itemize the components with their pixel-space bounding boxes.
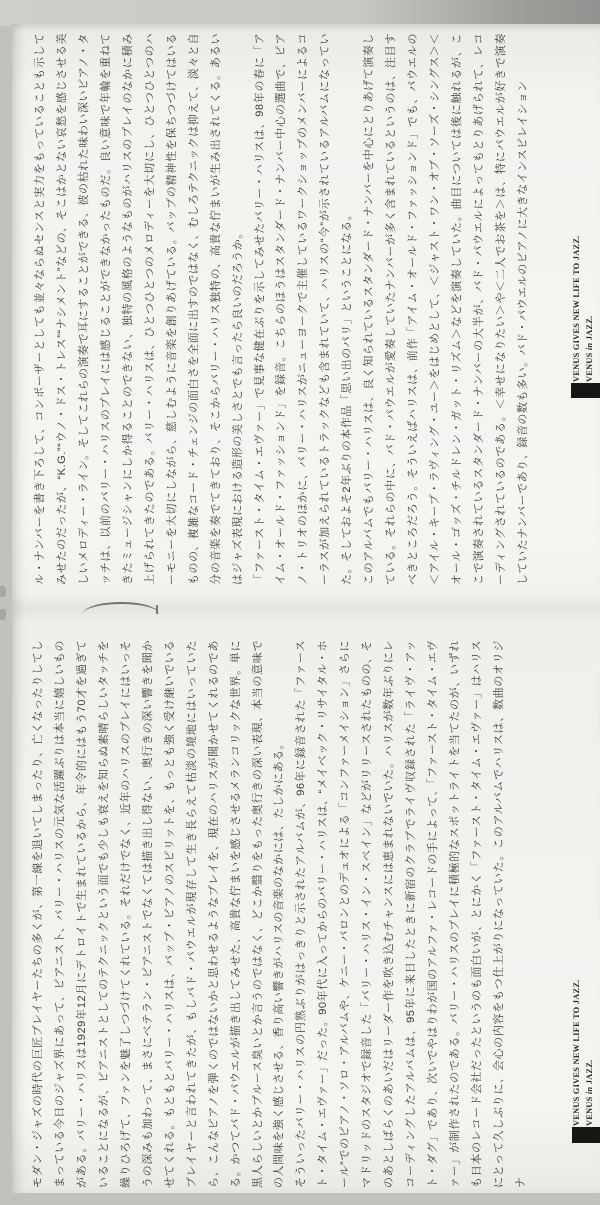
venus-brand-mark (570, 235, 598, 382)
page-top-text-block (30, 33, 535, 585)
liner-notes-paragraph: このアルバムでもバリー・ハリスは、良く知られているスタンダード・ナンバーを中心にとりあげて演奏している。それらの中に、バド・パウエルが愛奏していたナンバーが多く含まれているというのは、注目すべきところだろう。そういえばハリスは、前作「アイム・オールド・ファッションド」でも、パウエルの＜アイル・キープ・ラヴィング・ユー＞をはじめとして、＜ジャスト・ワン・オブ・ソーズ・シングス＞＜オール・ゴッズ・チルドレン・ガット・リズム＞などを演奏していた。曲目については後に触れるが、ここで演奏されているスタンダード・ナンバーの大半が、バド・パウエルによってもとりあげられて、レコーディングされているのである。＜幸せになりたい＞や＜二人でお茶を＞は、特にパウエルが好きで演奏していたナンバーであり、録音の数も多い。バド・パウエルのピアノに大きなインスピレイション (363, 33, 529, 585)
venus-tagline: VENUS GIVES NEW LIFE TO JAZZ. (572, 979, 581, 1126)
venus-brand-mark (570, 979, 598, 1126)
staple-end-mark (156, 605, 158, 614)
venus-in-jazz-label: VENUS in JAZZ. (585, 315, 594, 382)
page-bottom-text-block (28, 640, 533, 1188)
scanner-edge-shadow (0, 0, 600, 26)
venus-logo-black-block (572, 1127, 600, 1143)
binding-edge-mark (0, 586, 6, 597)
venus-logo-black-block (571, 383, 600, 398)
liner-notes-paragraph: 「ファースト・タイム・エヴァー」で見事な健在ぶりを示してみせたバリー・ハリスは、98年の春に「アイム・オールド・ファッションド」を録音。こちらのほうはスタンダード・ナンバー中心の選曲で、ピアノ・トリオのほかに、バリー・ハリスがニューヨークで主催しているワークショップのメンバーによるコーラスが加えられているトラックなども含まれていて、ハリスの“今”が示されているアルバムになっていた。そしておよそ2年ぶりの本作品「思い出のパリ」ということになる。 (253, 33, 354, 585)
liner-notes-paragraph: そういったバリー・ハリスの円熟ぶりがはっきりと示されたアルバムが、96年に録音された「ファースト・タイム・エヴァー」だった。90年代に入ってからのバリー・ハリスは、“メイベック・リサイタル・ホール”でのピアノ・ソロ・アルバムや、ケニー・バロンとのデュオによる「コンファーメイション」さらにマドリッドのスタジオで録音した「バリー・ハリス・イン・スペイン」などがリリースされたものの、そのあとしばらくのあいだはリーダー作を吹き込むチャンスには恵まれないでいた。ハリスが数年ぶりにレコーディングしたアルバムは、95年に来日したときに新宿のクラブでライヴ収録された「ライヴ・アット・ダグ」であり、次いでやはりわが国のアルファ・レコードの手によって、「ファースト・タイム・エヴァー」が制作されたのである。バリー・ハリスのプレイに積極的なスポットライトを当てたのが、いずれも日本のレコード会社だったというのも面白いが、とにかく「ファースト・タイム・エヴァー」はハリスにとって久しぶりに、会心の内容をもつ仕上がりになっていた。このアルバムでハリスは、数曲のオリジナ (295, 640, 527, 1188)
liner-notes-paragraph: モダン・ジャズの時代の巨匠プレイヤーたちの多くが、第一線を退いてしまったり、亡くなったりしてしまっている今日のジャズ界にあって、ピアニスト、バリー・ハリスの元気な活躍ぶりは本当に嬉しいものがある。バリー・ハリスは1929年12月にデトロイトで生まれているから、年令的にはもう70才を過ぎていることになるが、ピアニストとしてのテクニックという面でも少しも衰えを知らぬ素晴らしいタッチを繰りひろげて、ファンを魅了しつづけてくれている。それだけでなく、近年のハリスのプレイにはいっそうの深みも加わって、まさにベテラン・ピアニストでなくては描き出し得ない、奥行きの深い響きを聞かせてくれる。もともとバリー・ハリスは、バップ・ピアノのスピリットを、もっとも強く受け継いでいるプレイヤーと言われてきたが、もしバド・パウエルが現存して生き長らえて枯淡の境地にはいっていたら、こんなピアノを弾くのではないかと思わせるようなプレイを、現在のハリスが聞かせてくれるのである。かつてバド・パウエルが描き出してみせた、高貴な佇まいを感じさせるメランコリックな世界。単に黒人らしいとかブルース臭いとか言うのではなく、どこか翳りをもった奥行きの深い表現、本当の意味での人間味を強く感じさせる、香り高い響きがハリスの音楽のなかには、たしかにある。 (32, 640, 286, 1188)
venus-tagline: VENUS GIVES NEW LIFE TO JAZZ. (572, 235, 581, 382)
liner-notes-paragraph: ル・ナンバーを書き下ろして、コンポーザーとしても並々ならぬセンスと実力をもっていることも示してみせたのだったが、“K.G.”“ウノ・ドス・トレス”“ナシメント”などの、そこはかとない哀愁を感じさせる美しいメロディー・ライン。そしてこれらの演奏で耳にすることができる、彼の枯れた味わい深いピアノ・タッチは、以前のバリー・ハリスのプレイには感じることができなかったものだ。良い意味で年輪を重ねてきたミュージシャンにしか得ることのできない、独特の風格のようなものがハリスのプレイのなかに積み上げられてきたのである。バリー・ハリスは、ひとつひとつのメロディーを大切にし、ひとつひとつのハーモニーを大切にしながら、慈しむように音楽を創りあげている。バップの精神性を保ちつづけてはいるものの、複雑なコード・チェンジの面白さを全面に出すのではなく、むしろテクニックは抑えて、淡々と自分の音楽を奏でてきており、そこからバリー・ハリス独特の、高貴な佇まいが生み出されてくる。あるいはジャズ表現における造形の美しさとでも言ったら良いのだろうか。 (34, 33, 244, 585)
venus-in-jazz-label: VENUS in JAZZ. (585, 1059, 594, 1126)
binding-edge-mark (0, 609, 6, 620)
